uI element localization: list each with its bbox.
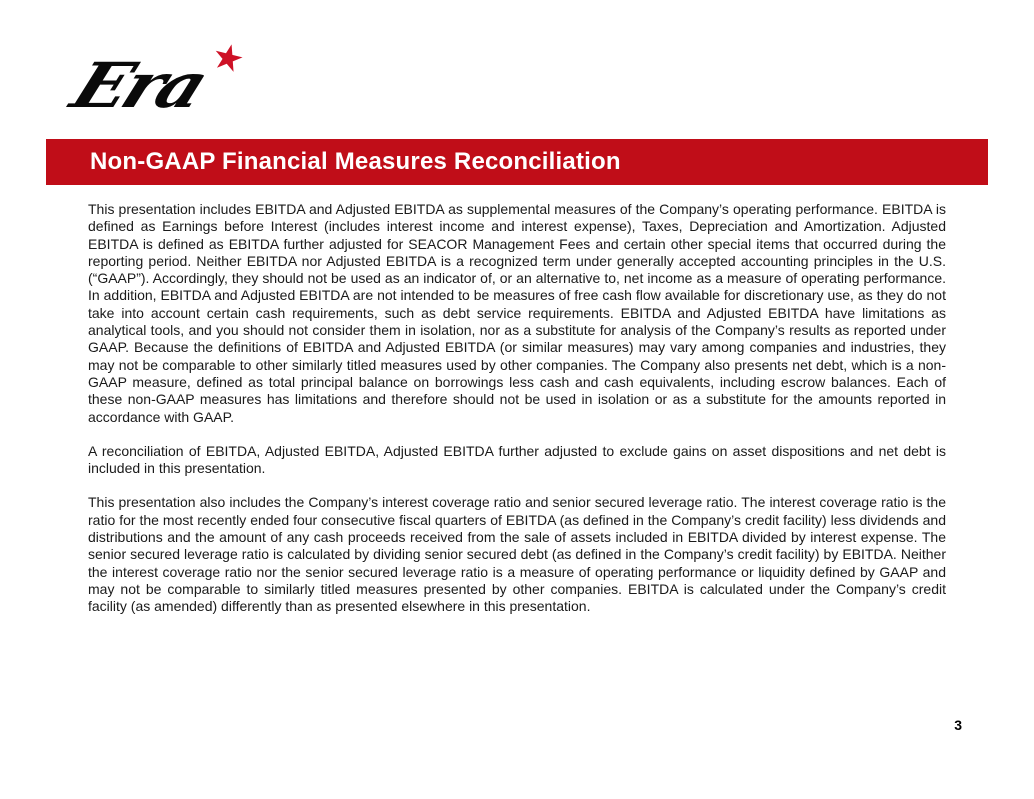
- title-banner: [46, 139, 988, 185]
- paragraph-ebitda-definition: This presentation includes EBITDA and Adjusted EBITDA as supplemental measures of the Company’s operating performance. EBITDA is defined as Earnings before Interest (includes interest income and interest expense), Taxes, Depreciation and Amortization. Adjusted EBITDA is defined as EBITDA further adjusted for SEACOR Management Fees and certain other special items that occurred during the reporting period. Neither EBITDA nor Adjusted EBITDA is a recognized term under generally accepted accounting principles in the U.S. (“GAAP”). Accordingly, they should not be used as an indicator of, or an alternative to, net income as a measure of operating performance. In addition, EBITDA and Adjusted EBITDA are not intended to be measures of free cash flow available for discretionary use, as they do not take into account certain cash requirements, such as debt service requirements. EBITDA and Adjusted EBITDA have limitations as analytical tools, and you should not consider them in isolation, nor as a substitute for analysis of the Company’s results as reported under GAAP. Because the definitions of EBITDA and Adjusted EBITDA (or similar measures) may vary among companies and industries, they may not be comparable to other similarly titled measures used by other companies. The Company also presents net debt, which is a non-GAAP measure, defined as total principal balance on borrowings less cash and cash equivalents, including escrow balances. Each of these non-GAAP measures has limitations and therefore should not be used in isolation or as a substitute for the amounts reported in accordance with GAAP.: [88, 201, 946, 425]
- star-icon: ★: [207, 33, 249, 82]
- page-number: 3: [954, 717, 962, 733]
- body-text-block: [88, 201, 946, 633]
- era-logo: [60, 33, 270, 136]
- era-logo-wordmark: Era: [61, 49, 216, 122]
- paragraph-coverage-ratio: This presentation also includes the Company’s interest coverage ratio and senior secured leverage ratio. The interest coverage ratio is the ratio for the most recently ended four consecutive fiscal quarters of EBITDA (as defined in the Company’s credit facility) less dividends and distributions and the amount of any cash proceeds received from the sale of assets included in EBITDA divided by interest expense. The senior secured leverage ratio is calculated by dividing senior secured debt (as defined in the Company’s credit facility) by EBITDA. Neither the interest coverage ratio nor the senior secured leverage ratio is a measure of operating performance or liquidity defined by GAAP and may not be comparable to similarly titled measures presented by other companies. EBITDA is calculated under the Company’s credit facility (as amended) differently than as presented elsewhere in this presentation.: [88, 494, 946, 615]
- slide-title: Non-GAAP Financial Measures Reconciliation: [90, 148, 621, 175]
- paragraph-reconciliation-note: A reconciliation of EBITDA, Adjusted EBITDA, Adjusted EBITDA further adjusted to exclude gains on asset dispositions and net debt is included in this presentation.: [88, 442, 946, 477]
